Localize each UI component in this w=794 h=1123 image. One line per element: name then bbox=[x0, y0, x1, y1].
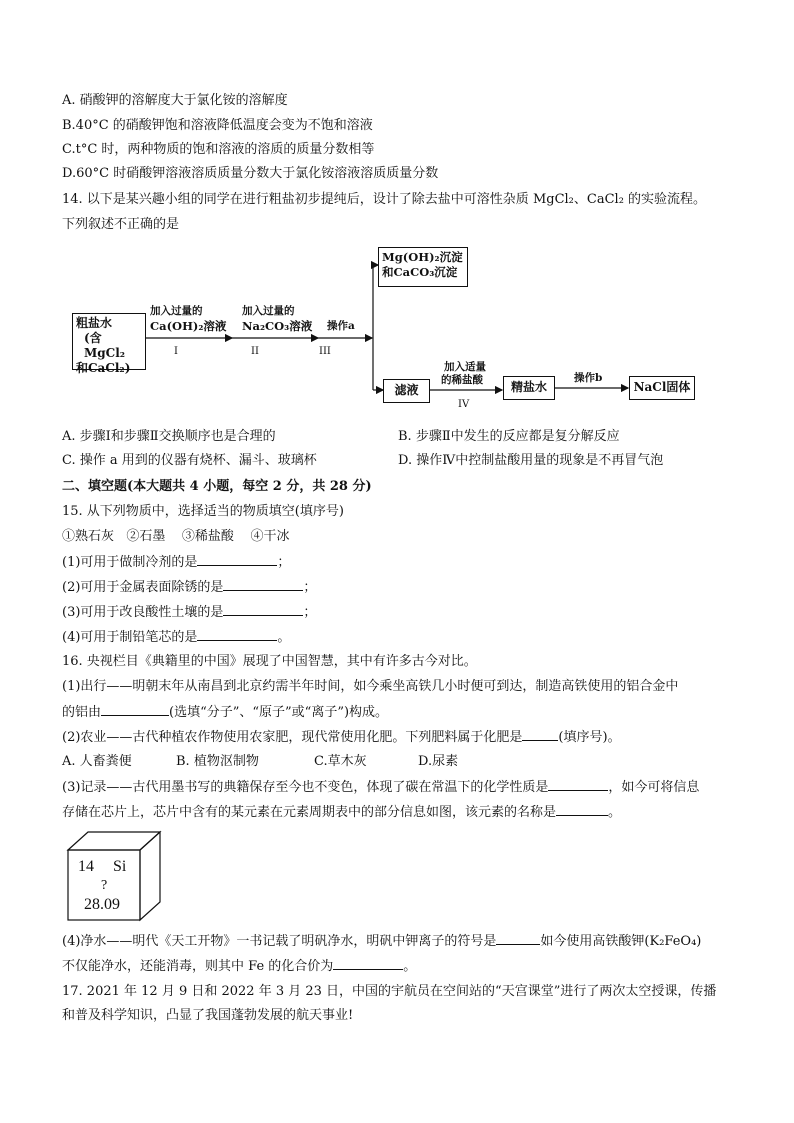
answer-blank[interactable] bbox=[333, 957, 403, 970]
step1-label-bottom: Ca(OH)₂溶液 bbox=[150, 319, 227, 333]
step2-label-bottom: Na₂CO₃溶液 bbox=[242, 319, 313, 333]
answer-blank[interactable] bbox=[496, 932, 540, 945]
q14-option-c: C. 操作 a 用到的仪器有烧杯、漏斗、玻璃杯 bbox=[62, 453, 317, 468]
q16-stem: 16. 央视栏目《典籍里的中国》展现了中国智慧，其中有许多古今对比。 bbox=[62, 654, 477, 669]
roman-2: II bbox=[251, 346, 259, 357]
period: 。 bbox=[277, 630, 291, 645]
crude-salt-label-2: (含MgCl₂ bbox=[84, 331, 126, 360]
q16-part4-line1 bbox=[62, 932, 701, 951]
q15-part2-text: (2)可用于金属表面除锈的是 bbox=[62, 580, 224, 595]
salt-water-label: 精盐水 bbox=[510, 380, 547, 394]
q16-p3-text-a: (3)记录——古代用墨书写的典籍保存至今也不变色，体现了碳在常温下的化学性质是 bbox=[62, 780, 549, 795]
q13-option-d: D.60°C 时硝酸钾溶液溶质质量分数大于氯化铵溶液溶质质量分数 bbox=[62, 166, 439, 181]
section2-title: 二、填空题(本大题共 4 小题，每空 2 分，共 28 分) bbox=[62, 479, 372, 494]
semicolon: ； bbox=[277, 555, 291, 570]
q13-option-a: A. 硝酸钾的溶解度大于氯化铵的溶解度 bbox=[62, 93, 288, 108]
step4-label-top: 加入适量 bbox=[444, 361, 486, 373]
q16-p1-text-a: 的铝由 bbox=[62, 705, 102, 720]
semicolon: ； bbox=[303, 580, 317, 595]
q15-part1-text: (1)可用于做制冷剂的是 bbox=[62, 555, 198, 570]
q14-option-b: B. 步骤Ⅱ中发生的反应都是复分解反应 bbox=[398, 429, 620, 444]
q16-p4-text-b: 如今使用高铁酸钾(K₂FeO₄) bbox=[540, 934, 702, 949]
q16-part1-line1: (1)出行——明朝末年从南昌到北京约需半年时间，如今乘坐高铁几小时便可到达，制造高铁使用的铝合金中 bbox=[62, 679, 679, 694]
precipitate-label-2: 和CaCO₃沉淀 bbox=[382, 265, 458, 279]
q15-choices: ①熟石灰 ②石墨 ③稀盐酸 ④干冰 bbox=[62, 529, 290, 544]
crude-salt-label: 粗盐水 bbox=[76, 316, 113, 330]
operation-a-label: 操作a bbox=[327, 320, 355, 332]
q16-p2-option-b: B. 植物沤制物 bbox=[176, 754, 259, 769]
q16-p2-option-a: A. 人畜粪便 bbox=[62, 754, 132, 769]
crude-salt-label-3: 和CaCl₂) bbox=[76, 361, 131, 375]
roman-4: IV bbox=[458, 399, 470, 410]
q16-p3-text-b: ，如今可将信息 bbox=[608, 780, 700, 795]
q16-part4-line2 bbox=[62, 957, 416, 976]
q14-stem: 14. 以下是某兴趣小组的同学在进行粗盐初步提纯后，设计了除去盐中可溶性杂质 MgCl₂、CaCl₂ 的实验流程。 bbox=[62, 192, 707, 207]
q15-stem: 15. 从下列物质中，选择适当的物质填空(填序号) bbox=[62, 504, 344, 519]
nacl-label: NaCl固体 bbox=[633, 380, 691, 394]
step4-label-bottom: 的稀盐酸 bbox=[441, 374, 483, 386]
roman-3: III bbox=[319, 346, 331, 357]
q16-p4-text-c: 不仅能净水，还能消毒，则其中 Fe 的化合价为 bbox=[62, 959, 334, 974]
step2-label-top: 加入过量的 bbox=[242, 305, 295, 317]
q17-line2: 和普及科学知识，凸显了我国蓬勃发展的航天事业! bbox=[62, 1008, 354, 1023]
q16-p2-option-c: C.草木灰 bbox=[314, 754, 367, 769]
q14-option-d: D. 操作Ⅳ中控制盐酸用量的现象是不再冒气泡 bbox=[398, 453, 664, 468]
filtrate-label: 滤液 bbox=[394, 383, 419, 397]
q13-option-c: C.t°C 时，两种物质的饱和溶液的溶质的质量分数相等 bbox=[62, 142, 375, 157]
semicolon: ； bbox=[303, 605, 317, 620]
q16-p4-text-d: 。 bbox=[403, 959, 417, 974]
q16-p2-text-b: (填序号)。 bbox=[558, 730, 621, 745]
operation-b-label: 操作b bbox=[574, 372, 603, 384]
element-name-unknown: ? bbox=[101, 878, 108, 893]
q13-option-b: B.40°C 的硝酸钾饱和溶液降低温度会变为不饱和溶液 bbox=[62, 118, 373, 133]
q14-stem-2: 下列叙述不正确的是 bbox=[62, 217, 180, 232]
q16-p3-text-d: 。 bbox=[608, 805, 622, 820]
q15-part4-text: (4)可用于制铅笔芯的是 bbox=[62, 630, 198, 645]
step1-label-top: 加入过量的 bbox=[150, 305, 203, 317]
roman-1: I bbox=[174, 346, 178, 357]
q14-option-a: A. 步骤Ⅰ和步骤Ⅱ交换顺序也是合理的 bbox=[62, 429, 276, 444]
q15-part3-text: (3)可用于改良酸性土壤的是 bbox=[62, 605, 224, 620]
element-symbol: Si bbox=[113, 858, 127, 875]
atomic-mass: 28.09 bbox=[84, 896, 120, 913]
atomic-number: 14 bbox=[78, 858, 94, 875]
q17-line1: 17. 2021 年 12 月 9 日和 2022 年 3 月 23 日，中国的宇航员在空间站的“天宫课堂”进行了两次太空授课，传播 bbox=[62, 984, 717, 999]
q16-p4-text-a: (4)净水——明代《天工开物》一书记载了明矾净水，明矾中钾离子的符号是 bbox=[62, 934, 497, 949]
q16-p3-text-c: 存储在芯片上，芯片中含有的某元素在元素周期表中的部分信息如图，该元素的名称是 bbox=[62, 805, 557, 820]
q16-p2-option-d: D.尿素 bbox=[418, 754, 459, 769]
q16-p1-text-b: (选填“分子”、“原子”或“离子”)构成。 bbox=[169, 705, 389, 720]
q16-p2-text-a: (2)农业——古代种植农作物使用农家肥，现代常使用化肥。下列肥料属于化肥是 bbox=[62, 730, 523, 745]
precipitate-label-1: Mg(OH)₂沉淀 bbox=[382, 250, 463, 264]
